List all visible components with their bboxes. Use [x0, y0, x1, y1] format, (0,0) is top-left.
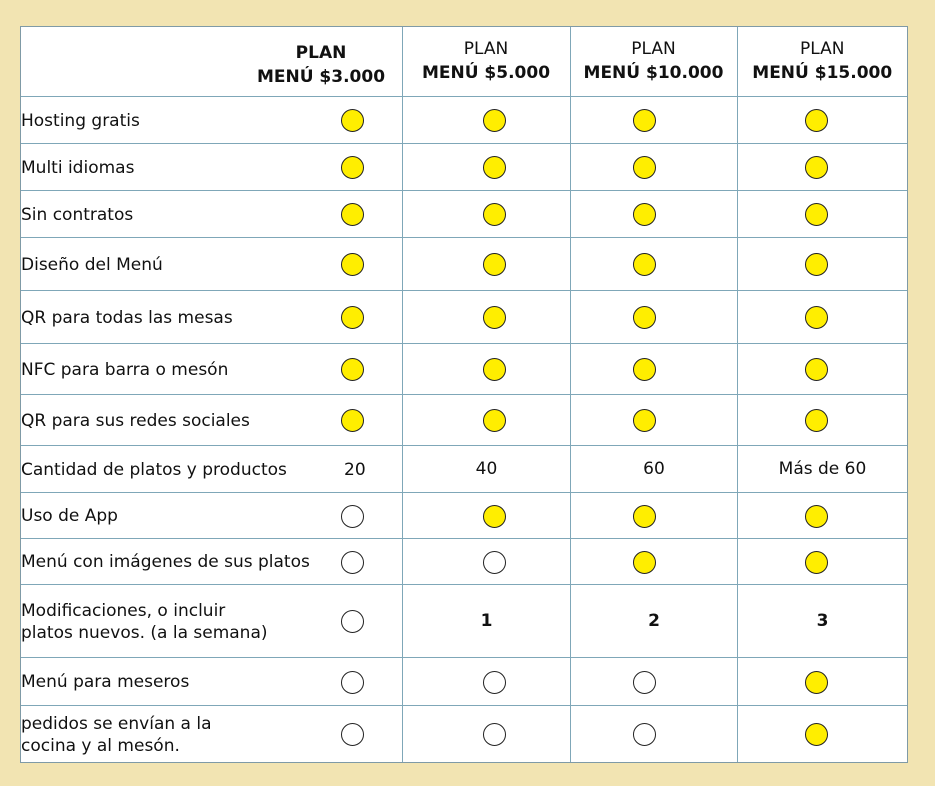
plan-cell: [570, 584, 737, 657]
included-dot-icon: [483, 109, 506, 132]
included-dot-icon: [805, 156, 828, 179]
included-dot-icon: [805, 723, 828, 746]
cell-value: Más de 60: [778, 458, 867, 479]
feature-cell: [21, 143, 402, 190]
feature-label: Diseño del Menú: [21, 254, 163, 275]
included-dot-icon: [633, 505, 656, 528]
plan-cell: [737, 290, 907, 343]
plan-cell: [737, 96, 907, 143]
included-dot-icon: [805, 671, 828, 694]
plan-column-3: [570, 27, 737, 96]
cell-value: 1: [480, 610, 493, 631]
table-row: [21, 96, 907, 143]
included-dot-icon: [483, 505, 506, 528]
feature-label: Modificaciones, o incluir platos nuevos. (a la semana): [21, 600, 268, 643]
included-dot-icon: [341, 203, 364, 226]
feature-cell: [21, 394, 402, 445]
plan-cell: [402, 445, 570, 492]
feature-label: NFC para barra o mesón: [21, 359, 229, 380]
included-dot-icon: [805, 409, 828, 432]
plan-cell: [402, 538, 570, 584]
table-row: [21, 394, 907, 445]
table-row: [21, 290, 907, 343]
plan-cell: [737, 492, 907, 538]
included-dot-icon: [633, 109, 656, 132]
included-dot-icon: [805, 358, 828, 381]
plan-price: MENÚ $3.000: [256, 67, 386, 87]
plan-cell: [737, 143, 907, 190]
plan-cell: [737, 584, 907, 657]
plan-cell: [570, 290, 737, 343]
plan-label: PLAN: [631, 39, 676, 60]
included-dot-icon: [805, 109, 828, 132]
plan-cell: [737, 394, 907, 445]
included-dot-icon: [341, 358, 364, 381]
plan-cell: [737, 237, 907, 290]
plan-cell: [570, 705, 737, 762]
header-corner: [21, 27, 402, 96]
included-dot-icon: [341, 109, 364, 132]
included-dot-icon: [483, 253, 506, 276]
plan-cell: [402, 705, 570, 762]
feature-label: Menú para meseros: [21, 672, 190, 692]
feature-cell: [21, 584, 402, 657]
feature-cell: [21, 237, 402, 290]
plan-cell: [402, 492, 570, 538]
pricing-table-frame: [20, 26, 908, 763]
plan-cell: [737, 343, 907, 394]
included-dot-icon: [483, 156, 506, 179]
plan-cell: [402, 584, 570, 657]
not-included-dot-icon: [483, 723, 506, 746]
plan-label: PLAN: [800, 39, 845, 60]
cell-value: 20: [344, 459, 366, 480]
plan-cell: [570, 237, 737, 290]
table-row: [21, 143, 907, 190]
feature-label: Cantidad de platos y productos: [21, 459, 287, 480]
feature-cell: [21, 538, 402, 584]
feature-label: QR para todas las mesas: [21, 307, 233, 328]
plan-column-4: [737, 27, 907, 96]
plan-cell: [570, 492, 737, 538]
cell-value: 3: [816, 610, 829, 631]
table-row: [21, 190, 907, 237]
included-dot-icon: [805, 203, 828, 226]
feature-cell: [21, 343, 402, 394]
plan-cell: [402, 143, 570, 190]
plan-cell: [737, 538, 907, 584]
plan-cell: [402, 290, 570, 343]
not-included-dot-icon: [483, 551, 506, 574]
plan-cell: [570, 190, 737, 237]
included-dot-icon: [483, 358, 506, 381]
cell-value: 40: [475, 458, 498, 479]
plan-label: PLAN: [463, 39, 509, 60]
plan-cell: [402, 96, 570, 143]
feature-label: Menú con imágenes de sus platos: [21, 552, 310, 572]
feature-cell: [21, 445, 402, 492]
feature-label: Hosting gratis: [21, 110, 140, 131]
included-dot-icon: [633, 358, 656, 381]
feature-label: pedidos se envían a la cocina y al mesón.: [21, 713, 212, 756]
table-row: [21, 538, 907, 584]
table-row: [21, 584, 907, 657]
feature-label: Uso de App: [21, 506, 118, 526]
feature-label: Sin contratos: [21, 204, 134, 225]
included-dot-icon: [633, 156, 656, 179]
header-row: [21, 27, 907, 96]
plan-cell: [570, 343, 737, 394]
cell-value: 60: [643, 458, 665, 479]
included-dot-icon: [341, 156, 364, 179]
not-included-dot-icon: [341, 671, 364, 694]
included-dot-icon: [805, 505, 828, 528]
table-row: [21, 657, 907, 705]
plan-cell: [402, 343, 570, 394]
included-dot-icon: [633, 306, 656, 329]
included-dot-icon: [805, 306, 828, 329]
included-dot-icon: [341, 409, 364, 432]
plan-label: PLAN: [295, 43, 347, 63]
included-dot-icon: [805, 253, 828, 276]
included-dot-icon: [341, 253, 364, 276]
not-included-dot-icon: [341, 610, 364, 633]
included-dot-icon: [483, 306, 506, 329]
included-dot-icon: [633, 253, 656, 276]
not-included-dot-icon: [633, 723, 656, 746]
feature-cell: [21, 190, 402, 237]
plan-column-2: [402, 27, 570, 96]
feature-cell: [21, 492, 402, 538]
plan-cell: [402, 190, 570, 237]
not-included-dot-icon: [341, 551, 364, 574]
plan-cell: [570, 96, 737, 143]
feature-cell: [21, 290, 402, 343]
included-dot-icon: [483, 203, 506, 226]
included-dot-icon: [483, 409, 506, 432]
table-row: [21, 705, 907, 762]
feature-cell: [21, 705, 402, 762]
included-dot-icon: [805, 551, 828, 574]
table-row: [21, 492, 907, 538]
plan-cell: [737, 445, 907, 492]
plan-price: MENÚ $15.000: [752, 63, 893, 84]
plan-cell: [570, 538, 737, 584]
plan-cell: [570, 394, 737, 445]
plan-price: MENÚ $5.000: [421, 63, 551, 84]
plan-price: MENÚ $10.000: [583, 63, 724, 84]
table-row: [21, 445, 907, 492]
not-included-dot-icon: [633, 671, 656, 694]
feature-cell: [21, 96, 402, 143]
cell-value: 2: [648, 610, 660, 631]
feature-cell: [21, 657, 402, 705]
included-dot-icon: [341, 306, 364, 329]
plan-cell: [737, 190, 907, 237]
plan-cell: [570, 445, 737, 492]
plan-cell: [570, 657, 737, 705]
table-row: [21, 237, 907, 290]
feature-label: Multi idiomas: [21, 157, 135, 178]
plan-cell: [737, 657, 907, 705]
plan-cell: [402, 237, 570, 290]
not-included-dot-icon: [341, 723, 364, 746]
not-included-dot-icon: [483, 671, 506, 694]
feature-label: QR para sus redes sociales: [21, 410, 250, 431]
plan-cell: [570, 143, 737, 190]
not-included-dot-icon: [341, 505, 364, 528]
included-dot-icon: [633, 409, 656, 432]
pricing-table: [21, 27, 907, 762]
included-dot-icon: [633, 551, 656, 574]
plan-cell: [737, 705, 907, 762]
included-dot-icon: [633, 203, 656, 226]
table-row: [21, 343, 907, 394]
plan-cell: [402, 657, 570, 705]
plan-cell: [402, 394, 570, 445]
